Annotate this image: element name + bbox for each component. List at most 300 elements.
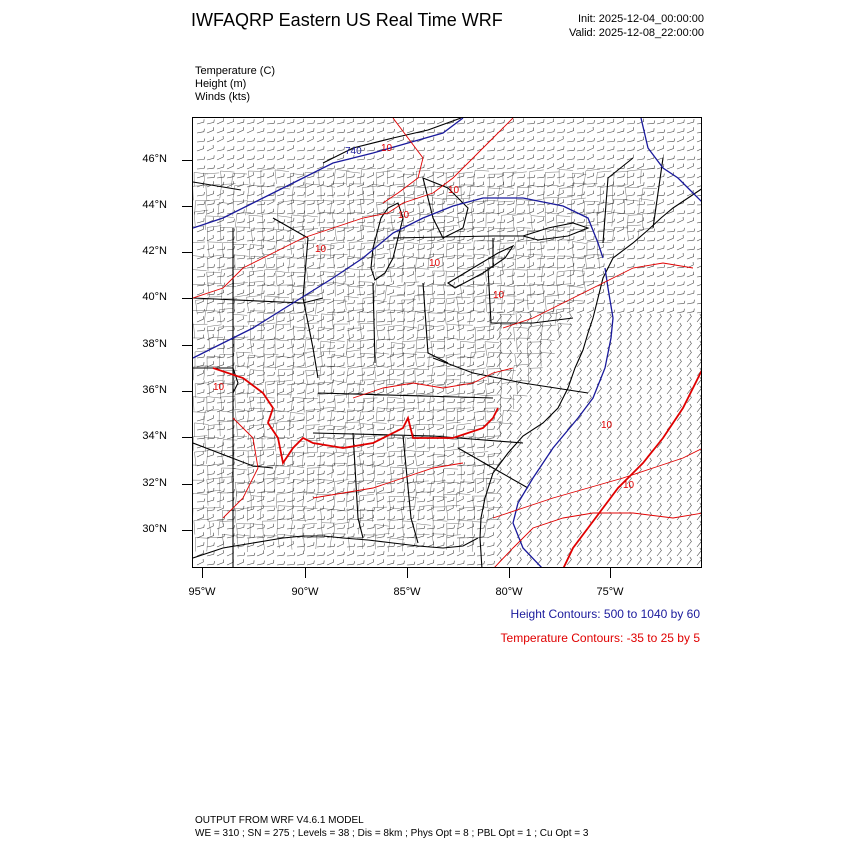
wind-barb	[647, 386, 651, 394]
wind-barb	[337, 334, 343, 340]
wind-barb	[667, 146, 674, 152]
county-border	[582, 183, 598, 198]
wind-barb	[367, 490, 375, 493]
wind-barb	[467, 433, 473, 439]
wind-barb	[667, 521, 671, 529]
wind-barb	[587, 476, 591, 484]
wind-barb	[347, 289, 354, 295]
wind-barb	[587, 368, 591, 376]
wind-barb	[537, 155, 544, 160]
wind-barb	[227, 271, 233, 277]
wind-barb	[207, 497, 214, 502]
wind-barb	[587, 539, 591, 547]
county-border	[403, 468, 417, 482]
wind-barb	[267, 165, 274, 170]
wind-barb	[597, 263, 604, 268]
county-border	[195, 423, 209, 437]
temperature-contour-label: 10	[398, 210, 410, 221]
wind-barb	[557, 129, 565, 133]
wind-barb	[657, 368, 661, 376]
wind-barb	[597, 521, 601, 529]
wind-barb	[407, 118, 413, 124]
wind-barb	[597, 449, 601, 457]
wind-barb	[287, 562, 295, 565]
wind-barb	[597, 467, 601, 475]
wind-barb	[697, 494, 701, 502]
temperature-contour-label: 10	[213, 382, 225, 393]
wind-barb	[577, 246, 585, 250]
wind-barb	[257, 210, 264, 215]
wind-barb	[617, 308, 624, 313]
wind-barb	[337, 399, 344, 403]
wind-barb	[277, 344, 284, 349]
county-border	[498, 202, 513, 216]
lat-label: 46°N	[142, 153, 167, 165]
county-border	[473, 394, 489, 408]
wind-barb	[497, 476, 501, 484]
wind-barb	[427, 373, 435, 376]
county-border	[193, 338, 205, 352]
wind-barb	[617, 238, 625, 241]
wind-barb	[287, 145, 293, 151]
wind-barb	[617, 323, 621, 331]
wind-barb	[647, 422, 651, 430]
wind-barb	[587, 350, 591, 358]
wind-barb	[397, 388, 403, 394]
wind-barb	[407, 399, 415, 403]
wind-barb	[597, 332, 601, 340]
wind-barb	[317, 307, 323, 313]
wind-barb	[377, 327, 385, 331]
wind-barb	[407, 147, 415, 151]
wind-barb	[667, 308, 674, 313]
wind-barb	[397, 308, 404, 313]
wind-barb	[377, 154, 383, 160]
wind-barb	[657, 467, 661, 475]
wind-barb	[207, 175, 215, 178]
wind-barb	[247, 210, 255, 214]
wind-barb	[287, 344, 294, 349]
wind-barb	[667, 530, 671, 538]
wind-barb	[307, 470, 314, 475]
wind-barb	[527, 165, 534, 169]
wind-barb	[377, 236, 384, 241]
wind-barb	[547, 263, 554, 269]
wind-barb	[677, 244, 683, 250]
wind-barb	[277, 398, 284, 403]
wind-barb	[447, 408, 455, 412]
wind-barb	[377, 182, 384, 187]
wind-barb	[547, 530, 551, 538]
wind-barb	[197, 514, 204, 520]
wind-barb	[517, 201, 525, 205]
wind-barb	[247, 336, 255, 340]
wind-barb	[487, 561, 495, 565]
wind-barb	[627, 138, 634, 142]
wind-barb	[527, 386, 531, 394]
wind-barb	[497, 485, 501, 493]
wind-barb	[487, 442, 493, 448]
wind-barb	[437, 406, 443, 412]
county-border	[501, 339, 515, 353]
wind-barb	[697, 290, 702, 295]
wind-barb	[567, 138, 575, 142]
wind-barb	[617, 263, 624, 268]
county-border	[388, 258, 402, 272]
wind-barb	[387, 173, 394, 178]
wind-barb	[617, 440, 621, 448]
wind-barb	[547, 557, 551, 565]
wind-barb	[557, 227, 564, 232]
wind-barb	[487, 165, 495, 169]
wind-barb	[297, 352, 303, 358]
wind-barb	[347, 274, 355, 278]
wind-barb	[627, 431, 631, 439]
wind-barb	[527, 175, 535, 178]
wind-barb	[267, 120, 275, 124]
wind-barb	[467, 136, 474, 142]
county-border	[375, 353, 389, 367]
wind-barb	[217, 128, 224, 134]
wind-barb	[327, 173, 334, 179]
wind-barb	[317, 120, 324, 124]
wind-barb	[217, 147, 224, 151]
wind-barb	[267, 292, 275, 295]
wind-barb	[557, 359, 561, 367]
wind-barb	[677, 476, 681, 484]
wind-barb	[207, 435, 215, 439]
wind-barb	[677, 282, 684, 287]
wind-barb	[627, 147, 634, 151]
wind-barb	[427, 237, 435, 241]
wind-barb	[657, 255, 665, 259]
wind-barb	[427, 541, 434, 547]
wind-barb	[627, 368, 631, 376]
wind-barb	[237, 138, 245, 142]
wind-barb	[557, 265, 565, 268]
wind-barb	[607, 219, 615, 223]
wind-barb	[697, 202, 702, 205]
wind-barb	[297, 363, 304, 368]
wind-barb	[397, 173, 404, 178]
wind-barb	[527, 467, 531, 475]
wind-barb	[547, 341, 551, 349]
wind-barb	[637, 503, 641, 511]
wind-barb	[197, 245, 204, 250]
wind-barb	[467, 516, 475, 520]
county-border	[432, 284, 446, 298]
county-border	[433, 410, 448, 424]
wind-barb	[497, 190, 503, 196]
wind-barb	[207, 372, 214, 377]
wind-barb	[477, 344, 484, 349]
wind-barb	[407, 362, 414, 367]
wind-barb	[617, 246, 625, 250]
county-border	[545, 172, 560, 187]
wind-barb	[657, 431, 661, 439]
wind-barb	[587, 173, 594, 178]
wind-barb	[247, 553, 255, 556]
wind-barb	[347, 119, 354, 124]
wind-barb	[647, 175, 655, 178]
county-border	[541, 352, 555, 366]
wind-barb	[617, 467, 621, 475]
wind-barb	[677, 431, 681, 439]
wind-barb	[577, 422, 581, 430]
wind-barb	[617, 359, 621, 367]
wind-barb	[337, 219, 345, 223]
wind-barb	[517, 137, 524, 142]
wind-barb	[257, 478, 264, 484]
wind-barb	[297, 273, 305, 277]
wind-barb	[487, 226, 493, 232]
wind-barb	[227, 316, 233, 322]
wind-barb	[577, 467, 581, 475]
wind-barb	[607, 539, 611, 547]
wind-barb	[577, 182, 584, 188]
wind-barb	[527, 458, 531, 466]
county-border	[431, 366, 447, 382]
wind-barb	[427, 172, 433, 178]
wind-barb	[437, 487, 443, 493]
county-border	[319, 393, 333, 408]
wind-barb	[217, 247, 225, 250]
wind-barb	[357, 165, 365, 169]
wind-barb	[317, 381, 324, 385]
wind-barb	[607, 395, 611, 403]
lat-label: 40°N	[142, 291, 167, 303]
wind-barb	[317, 289, 324, 295]
wind-barb	[577, 440, 581, 448]
wind-barb	[697, 164, 702, 169]
wind-barb	[697, 255, 702, 259]
wind-barb	[547, 217, 553, 223]
wind-barb	[627, 255, 635, 259]
wind-barb	[387, 192, 395, 196]
wind-barb	[407, 371, 414, 377]
wind-barb	[657, 350, 661, 358]
wind-barb	[227, 119, 234, 124]
wind-barb	[257, 273, 265, 277]
wind-barb	[557, 368, 561, 376]
wind-barb	[637, 377, 641, 385]
wind-barb	[407, 443, 414, 449]
wind-barb	[647, 413, 651, 421]
wind-barb	[687, 146, 694, 151]
wind-barb	[287, 130, 295, 133]
wind-barb	[297, 425, 304, 430]
wind-barb	[377, 299, 384, 304]
wind-barb	[397, 352, 403, 358]
wind-barb	[567, 440, 571, 448]
wind-barb	[237, 480, 245, 484]
wind-barb	[687, 557, 691, 565]
wind-barb	[567, 494, 571, 502]
county-border	[276, 421, 291, 436]
county-border	[332, 312, 346, 327]
wind-barb	[567, 128, 574, 133]
wind-barb	[447, 173, 454, 178]
wind-barb	[347, 281, 354, 286]
wind-barb	[527, 128, 534, 134]
wind-barb	[367, 354, 375, 358]
wind-barb	[387, 290, 394, 296]
wind-barb	[307, 381, 314, 385]
wind-barb	[257, 138, 264, 142]
wind-barb	[697, 209, 702, 214]
wind-barb	[587, 431, 591, 439]
wind-barb	[587, 458, 591, 466]
wind-barb	[327, 118, 333, 124]
county-border	[390, 370, 404, 384]
field-height: Height (m)	[195, 78, 247, 90]
wind-barb	[297, 544, 305, 547]
wind-barb	[657, 530, 661, 538]
wind-barb	[627, 192, 635, 196]
wind-barb	[507, 539, 511, 547]
wind-barb	[247, 138, 255, 142]
wind-barb	[197, 201, 205, 205]
wind-barb	[687, 209, 694, 214]
wind-barb	[577, 314, 581, 322]
county-border	[503, 172, 517, 187]
wind-barb	[407, 497, 414, 502]
wind-barb	[317, 453, 324, 457]
county-border	[404, 394, 418, 408]
wind-barb	[687, 377, 691, 385]
wind-barb	[317, 156, 325, 160]
wind-barb	[547, 163, 553, 169]
county-border	[585, 254, 599, 269]
wind-barb	[567, 182, 574, 187]
wind-barb	[577, 404, 581, 412]
wind-barb	[657, 359, 661, 367]
county-border	[363, 297, 378, 313]
county-border	[558, 187, 573, 202]
wind-barb	[547, 503, 551, 511]
wind-barb	[667, 485, 671, 493]
wind-barb	[307, 435, 315, 439]
wind-barb	[337, 147, 345, 151]
wind-barb	[337, 316, 344, 322]
county-border	[443, 256, 457, 272]
wind-barb	[407, 390, 415, 394]
wind-barb	[617, 521, 621, 529]
wind-barb	[547, 548, 551, 556]
wind-barb	[607, 237, 615, 241]
wind-barb	[357, 372, 364, 376]
wind-barb	[697, 458, 701, 466]
wind-barb	[527, 182, 534, 187]
wind-barb	[497, 138, 504, 142]
wind-barb	[257, 283, 265, 286]
wind-barb	[247, 442, 253, 448]
wind-barb	[487, 380, 494, 386]
wind-barb	[357, 173, 364, 178]
county-border	[459, 172, 473, 187]
wind-barb	[607, 386, 611, 394]
wind-barb	[317, 543, 325, 547]
wind-barb	[307, 254, 314, 259]
wind-barb	[637, 341, 641, 349]
wind-barb	[487, 155, 494, 160]
wind-barb	[517, 174, 525, 178]
wind-barb	[467, 163, 473, 169]
wind-barb	[697, 136, 702, 142]
wind-barb	[497, 271, 503, 277]
wind-barb	[687, 521, 691, 529]
lon-label: 85°W	[393, 586, 421, 598]
county-border	[319, 366, 335, 380]
wind-barb	[507, 350, 511, 358]
wind-barb	[197, 426, 205, 430]
wind-barb	[697, 155, 702, 160]
wind-barb	[597, 341, 601, 349]
wind-barb	[607, 146, 614, 151]
wind-barb	[387, 460, 394, 466]
wind-barb	[537, 530, 541, 538]
wind-barb	[537, 323, 541, 331]
wind-barb	[637, 494, 641, 502]
wind-barb	[597, 359, 601, 367]
wind-barb	[347, 300, 355, 304]
wind-barb	[527, 300, 535, 304]
wind-barb	[437, 272, 444, 277]
wind-barb	[337, 228, 344, 232]
wind-barb	[437, 479, 444, 484]
wind-barb	[697, 182, 702, 187]
wind-barb	[517, 264, 525, 268]
wind-barb	[397, 345, 404, 349]
wind-barb	[627, 228, 635, 232]
wind-barb	[597, 440, 601, 448]
wind-barb	[697, 323, 701, 331]
wind-barb	[347, 399, 355, 403]
wind-barb	[437, 551, 444, 556]
wind-barb	[437, 172, 443, 178]
county-border	[304, 537, 318, 551]
wind-barb	[367, 172, 373, 178]
wind-barb	[397, 499, 405, 502]
wind-barb	[387, 381, 395, 385]
wind-barb	[657, 272, 664, 278]
wind-barb	[577, 485, 581, 493]
wind-barb	[387, 370, 394, 376]
wind-barb	[647, 530, 651, 538]
wind-barb	[327, 237, 335, 241]
wind-barb	[597, 307, 603, 313]
wind-barb	[347, 561, 355, 565]
wind-barb	[197, 298, 204, 304]
wind-barb	[437, 318, 445, 322]
wind-barb	[647, 539, 651, 547]
wind-barb	[627, 291, 635, 295]
wind-barb	[477, 416, 484, 421]
wind-barb	[367, 525, 374, 529]
wind-barb	[237, 399, 245, 403]
wind-barb	[437, 201, 444, 205]
wind-barb	[627, 350, 631, 358]
wind-barb	[597, 166, 605, 169]
county-border	[264, 296, 278, 310]
wind-barb	[457, 245, 464, 250]
county-border	[193, 412, 206, 426]
wind-barb	[277, 146, 284, 151]
wind-barb	[467, 334, 473, 340]
lat-tick	[182, 391, 192, 392]
wind-barb	[627, 467, 631, 475]
wind-barb	[347, 334, 353, 340]
